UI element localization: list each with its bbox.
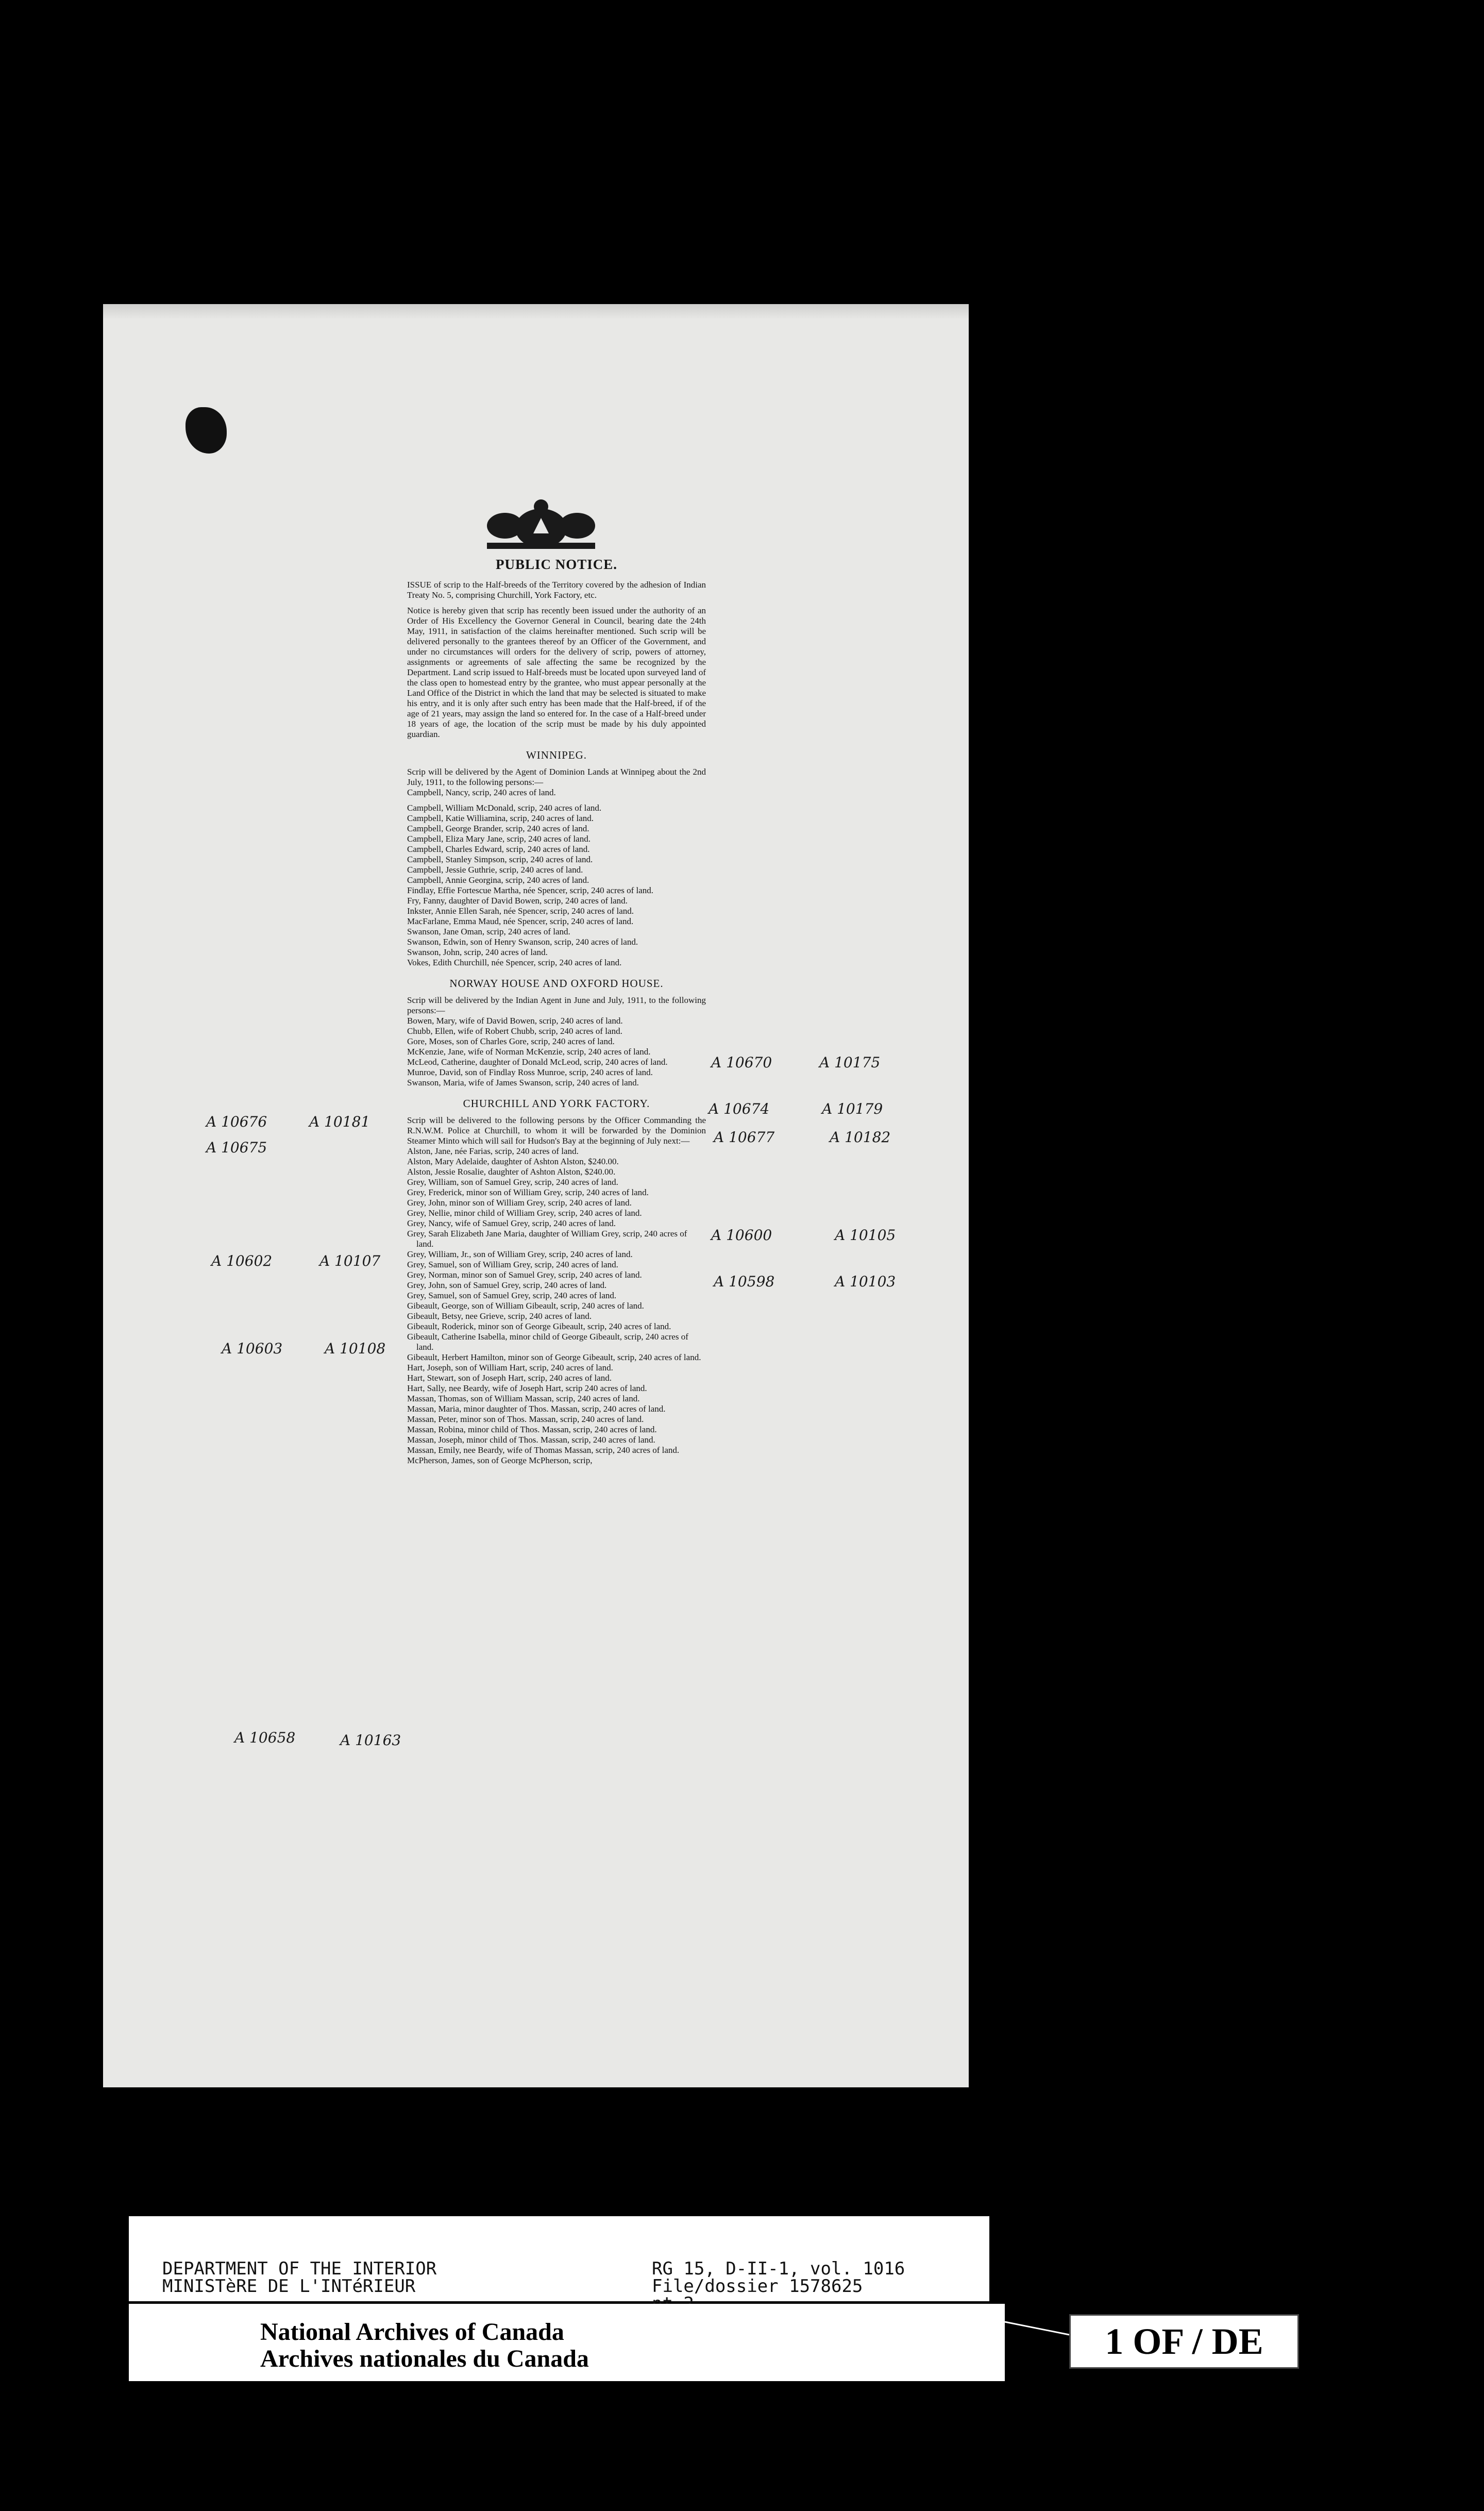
list-item: Grey, William, son of Samuel Grey, scrip, 240 acres of land. [407,1177,618,1187]
winnipeg-first-entry: Campbell, Nancy, scrip, 240 acres of land. [407,788,556,797]
handwritten-note: A 10103 [835,1273,896,1290]
handwritten-note: A 10182 [830,1129,891,1146]
churchill-list [407,1146,706,1466]
list-item: Gibeault, Herbert Hamilton, minor son of George Gibeault, scrip, 240 acres of land. [407,1352,701,1362]
record-group-ref: RG 15, D-II-1, vol. 1016 [652,2258,905,2279]
list-item: Grey, Nellie, minor child of William Grey, scrip, 240 acres of land. [407,1208,642,1218]
handwritten-note: A 10107 [319,1252,381,1269]
list-item: Grey, John, son of Samuel Grey, scrip, 240 acres of land. [407,1280,607,1290]
list-item: Campbell, Charles Edward, scrip, 240 acres of land. [407,844,590,854]
handwritten-note: A 10675 [206,1139,267,1156]
handwritten-note: A 10600 [711,1227,772,1244]
handwritten-note: A 10163 [340,1732,401,1749]
archive-name-en: National Archives of Canada [260,2318,564,2346]
list-item: Grey, Nancy, wife of Samuel Grey, scrip, 240 acres of land. [407,1218,616,1228]
handwritten-note: A 10108 [325,1340,386,1357]
list-item: Hart, Sally, nee Beardy, wife of Joseph Hart, scrip 240 acres of land. [407,1383,647,1393]
norway-list [407,1016,706,1088]
list-item: Grey, Norman, minor son of Samuel Grey, scrip, 240 acres of land. [407,1270,642,1280]
list-item: Bowen, Mary, wife of David Bowen, scrip, 240 acres of land. [407,1016,623,1026]
list-item: Gibeault, Roderick, minor son of George Gibeault, scrip, 240 acres of land. [407,1321,671,1331]
file-part [652,2295,694,2304]
dept-name-fr: MINISTèRE DE L'INTéRIEUR [162,2276,416,2297]
list-item: Gibeault, Betsy, nee Grieve, scrip, 240 acres of land. [407,1311,592,1321]
handwritten-note: A 10670 [711,1054,772,1071]
list-item: Hart, Stewart, son of Joseph Hart, scrip, 240 acres of land. [407,1373,612,1383]
file-number: File/dossier 1578625 [652,2276,863,2297]
dept-name-en: DEPARTMENT OF THE INTERIOR [162,2258,437,2279]
list-item: MacFarlane, Emma Maud, née Spencer, scrip, 240 acres of land. [407,916,634,926]
list-item: Hart, Joseph, son of William Hart, scrip, 240 acres of land. [407,1363,613,1372]
list-item: Massan, Peter, minor son of Thos. Massan, scrip, 240 acres of land. [407,1414,644,1424]
list-item: McLeod, Catherine, daughter of Donald McLeod, scrip, 240 acres of land. [407,1057,668,1067]
handwritten-note: A 10598 [714,1273,775,1290]
notice-title: PUBLIC NOTICE. [495,557,618,572]
handwritten-note: A 10603 [222,1340,283,1357]
list-item: Massan, Joseph, minor child of Thos. Massan, scrip, 240 acres of land. [407,1435,655,1445]
list-item: Grey, Samuel, son of Samuel Grey, scrip, 240 acres of land. [407,1291,617,1300]
coat-of-arms-icon [477,497,605,554]
list-item: Findlay, Effie Fortescue Martha, née Spencer, scrip, 240 acres of land. [407,885,653,895]
list-item: Campbell, William McDonald, scrip, 240 acres of land. [407,803,602,813]
list-item: Alston, Jane, née Farias, scrip, 240 acres of land. [407,1146,579,1156]
list-item: Campbell, Katie Williamina, scrip, 240 acres of land. [407,813,594,823]
list-item: Campbell, George Brander, scrip, 240 acres of land. [407,824,589,833]
list-item: Swanson, Edwin, son of Henry Swanson, scrip, 240 acres of land. [407,937,638,947]
winnipeg-list [407,803,706,968]
handwritten-note: A 10676 [206,1113,267,1130]
list-item: Swanson, Jane Oman, scrip, 240 acres of land. [407,927,570,936]
list-item: Munroe, David, son of Findlay Ross Munroe, scrip, 240 acres of land. [407,1067,653,1077]
handwritten-note: A 10179 [822,1100,883,1117]
page-top-edge [103,304,969,320]
handwritten-note: A 10181 [309,1113,370,1130]
norway-intro: Scrip will be delivered by the Indian Agent in June and July, 1911, to the following persons:— [407,995,706,1015]
list-item: Grey, Sarah Elizabeth Jane Maria, daughter of William Grey, scrip, 240 acres of land. [407,1229,687,1249]
list-item: Fry, Fanny, daughter of David Bowen, scrip, 240 acres of land. [407,896,628,906]
page-marker-badge: 1 OF / DE [1069,2314,1299,2369]
list-item: Alston, Mary Adelaide, daughter of Ashton Alston, $240.00. [407,1157,619,1166]
list-item: McPherson, James, son of George McPherson, scrip, [407,1455,593,1465]
section-winnipeg-heading: WINNIPEG. [526,749,587,761]
handwritten-note: A 10677 [714,1129,775,1146]
notice-body: Notice is hereby given that scrip has recently been issued under the authority of an Order of His Excellency the Governor General in Council, bearing date the 24th May, 1911, in satisfaction of the claims hereinafter mentioned. Such scrip will be delivered personally to the grantees thereof by an Officer of the Government, and under no circumstances will orders for the delivery of scrip, powers of attorney, assignments or agreements of sale affecting the same be recognized by the Department. Land scrip issued to Half-breeds must be located upon surveyed land of the class open to homestead entry by the grantee, who must appear personally at the Land Office of the District in which the land that may be selected is situated to make his entry, and it is only after such entry has been made that the Half-breed, if of the age of 21 years, may assign the land so entered for. In the case of a Half-breed under 18 years of age, the location of the scrip must be made by his duly appointed guardian. [407,606,706,739]
handwritten-note: A 10175 [819,1054,881,1071]
list-item: Alston, Jessie Rosalie, daughter of Ashton Alston, $240.00. [407,1167,616,1177]
list-item: Campbell, Eliza Mary Jane, scrip, 240 acres of land. [407,834,591,844]
list-item: Campbell, Annie Georgina, scrip, 240 acres of land. [407,875,589,885]
list-item: McKenzie, Jane, wife of Norman McKenzie, scrip, 240 acres of land. [407,1047,651,1057]
list-item: Campbell, Jessie Guthrie, scrip, 240 acres of land. [407,865,583,875]
list-item: Grey, John, minor son of William Grey, scrip, 240 acres of land. [407,1198,632,1208]
handwritten-note: A 10658 [234,1729,296,1746]
section-churchill-heading: CHURCHILL AND YORK FACTORY. [463,1097,650,1110]
handwritten-note: A 10602 [211,1252,273,1269]
notice-intro: ISSUE of scrip to the Half-breeds of the Territory covered by the adhesion of Indian Treaty No. 5, comprising Churchill, York Factory, etc. [407,580,706,600]
list-item: Grey, Frederick, minor son of William Grey, scrip, 240 acres of land. [407,1187,649,1197]
list-item: Grey, William, Jr., son of William Grey, scrip, 240 acres of land. [407,1249,633,1259]
list-item: Chubb, Ellen, wife of Robert Chubb, scrip, 240 acres of land. [407,1026,622,1036]
list-item: Swanson, Maria, wife of James Swanson, scrip, 240 acres of land. [407,1078,639,1087]
list-item: Gibeault, Catherine Isabella, minor child of George Gibeault, scrip, 240 acres of land. [407,1332,688,1352]
list-item: Gore, Moses, son of Charles Gore, scrip, 240 acres of land. [407,1036,615,1046]
list-item: Vokes, Edith Churchill, née Spencer, scrip, 240 acres of land. [407,958,622,967]
handwritten-note: A 10674 [709,1100,770,1117]
section-norway-heading: NORWAY HOUSE AND OXFORD HOUSE. [449,977,664,990]
handwritten-note: A 10105 [835,1227,896,1244]
list-item: Grey, Samuel, son of William Grey, scrip, 240 acres of land. [407,1260,618,1269]
list-item: Massan, Emily, nee Beardy, wife of Thomas Massan, scrip, 240 acres of land. [407,1445,680,1455]
list-item: Campbell, Stanley Simpson, scrip, 240 acres of land. [407,855,593,864]
winnipeg-intro: Scrip will be delivered by the Agent of Dominion Lands at Winnipeg about the 2nd July, 1911, to the following persons:— [407,767,706,787]
list-item: Massan, Robina, minor child of Thos. Massan, scrip, 240 acres of land. [407,1425,657,1434]
archive-name-fr: Archives nationales du Canada [260,2345,589,2372]
list-item: Gibeault, George, son of William Gibeault, scrip, 240 acres of land. [407,1301,644,1311]
list-item: Swanson, John, scrip, 240 acres of land. [407,947,548,957]
notice-column [407,557,706,1466]
list-item: Inkster, Annie Ellen Sarah, née Spencer, scrip, 240 acres of land. [407,906,634,916]
list-item: Massan, Maria, minor daughter of Thos. Massan, scrip, 240 acres of land. [407,1404,666,1414]
connector-line [1005,2319,1069,2340]
churchill-intro: Scrip will be delivered to the following persons by the Officer Commanding the R.N.W.M. Police at Churchill, to whom it will be forwarded by the Dominion Steamer Minto which will sail for Hudson's Bay at the beginning of July next:— [407,1115,706,1146]
list-item: Massan, Thomas, son of William Massan, scrip, 240 acres of land. [407,1394,640,1403]
